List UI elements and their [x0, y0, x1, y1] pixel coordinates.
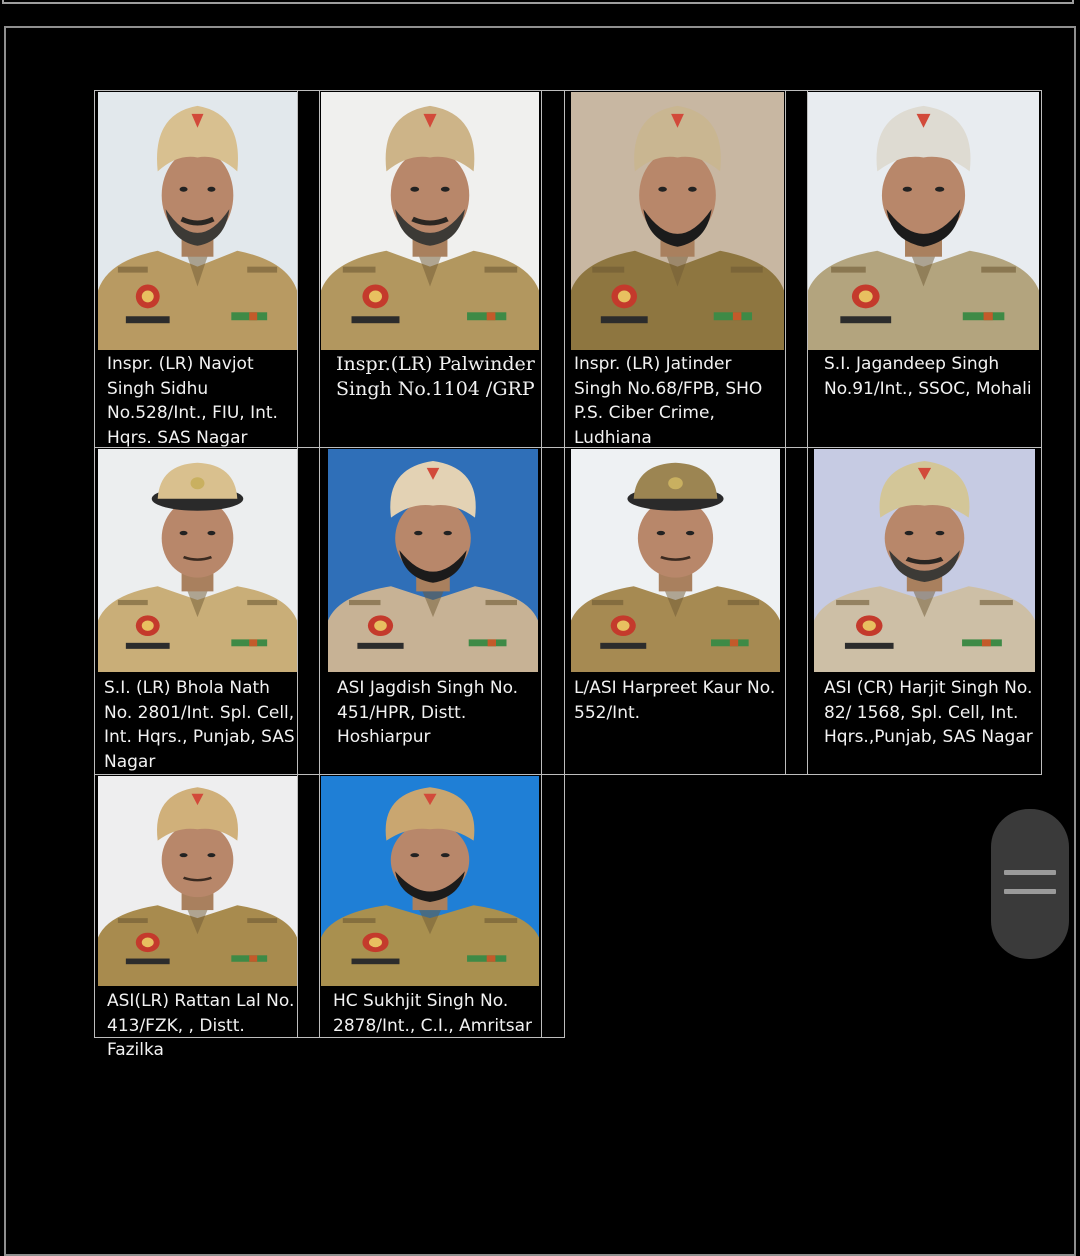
officer-photo — [328, 449, 538, 672]
officer-caption: ASI Jagdish Singh No. 451/HPR, Distt. Hoshiarpur — [337, 678, 519, 747]
officer-photo — [321, 92, 539, 350]
officer-photo — [98, 92, 297, 350]
officer-caption: S.I. Jagandeep Singh No.91/Int., SSOC, Mohali — [824, 354, 1032, 399]
officer-photo — [98, 449, 297, 672]
officer-caption: HC Sukhjit Singh No. 2878/Int., C.I., Amritsar — [333, 991, 532, 1036]
handle-grip-line — [1004, 870, 1056, 875]
officer-portrait — [98, 449, 297, 672]
table-cell — [541, 90, 565, 448]
officer-portrait — [571, 92, 784, 350]
table-cell — [297, 774, 320, 1038]
officer-caption: ASI(LR) Rattan Lal No. 413/FZK, , Distt. Fazilka — [107, 991, 295, 1060]
officer-photo — [321, 776, 539, 986]
table-cell — [785, 90, 808, 448]
officer-caption: ASI (CR) Harjit Singh No. 82/ 1568, Spl. Cell, Int. Hqrs.,Punjab, SAS Nagar — [824, 678, 1033, 747]
officer-photo — [808, 92, 1039, 350]
officer-caption: Inspr. (LR) Jatinder Singh No.68/FPB, SHO P.S. Ciber Crime, Ludhiana — [574, 354, 763, 448]
officer-caption: Inspr.(LR) Palwinder Singh No.1104 /GRP — [336, 353, 535, 400]
officer-portrait — [321, 776, 539, 986]
officer-portrait — [814, 449, 1035, 672]
officer-caption: L/ASI Harpreet Kaur No. 552/Int. — [574, 678, 776, 723]
table-cell — [297, 447, 320, 775]
officer-portrait — [98, 776, 297, 986]
scroll-handle[interactable] — [991, 809, 1069, 959]
officer-photo — [814, 449, 1035, 672]
officer-photo — [98, 776, 297, 986]
table-cell — [541, 774, 565, 1038]
officer-caption: Inspr. (LR) Navjot Singh Sidhu No.528/Int., FIU, Int. Hqrs. SAS Nagar — [107, 354, 278, 448]
officer-portrait — [98, 92, 297, 350]
table-cell — [541, 447, 565, 775]
officer-photo — [571, 449, 780, 672]
table-cell — [785, 447, 808, 775]
officer-photo-table — [94, 90, 1042, 1060]
handle-grip-line — [1004, 889, 1056, 894]
officer-portrait — [321, 92, 539, 350]
officer-portrait — [328, 449, 538, 672]
officer-photo — [571, 92, 784, 350]
officer-portrait — [808, 92, 1039, 350]
top-frame — [2, 0, 1074, 4]
officer-caption: S.I. (LR) Bhola Nath No. 2801/Int. Spl. Cell, Int. Hqrs., Punjab, SAS Nagar — [104, 678, 295, 772]
table-cell — [297, 90, 320, 448]
officer-portrait — [571, 449, 780, 672]
